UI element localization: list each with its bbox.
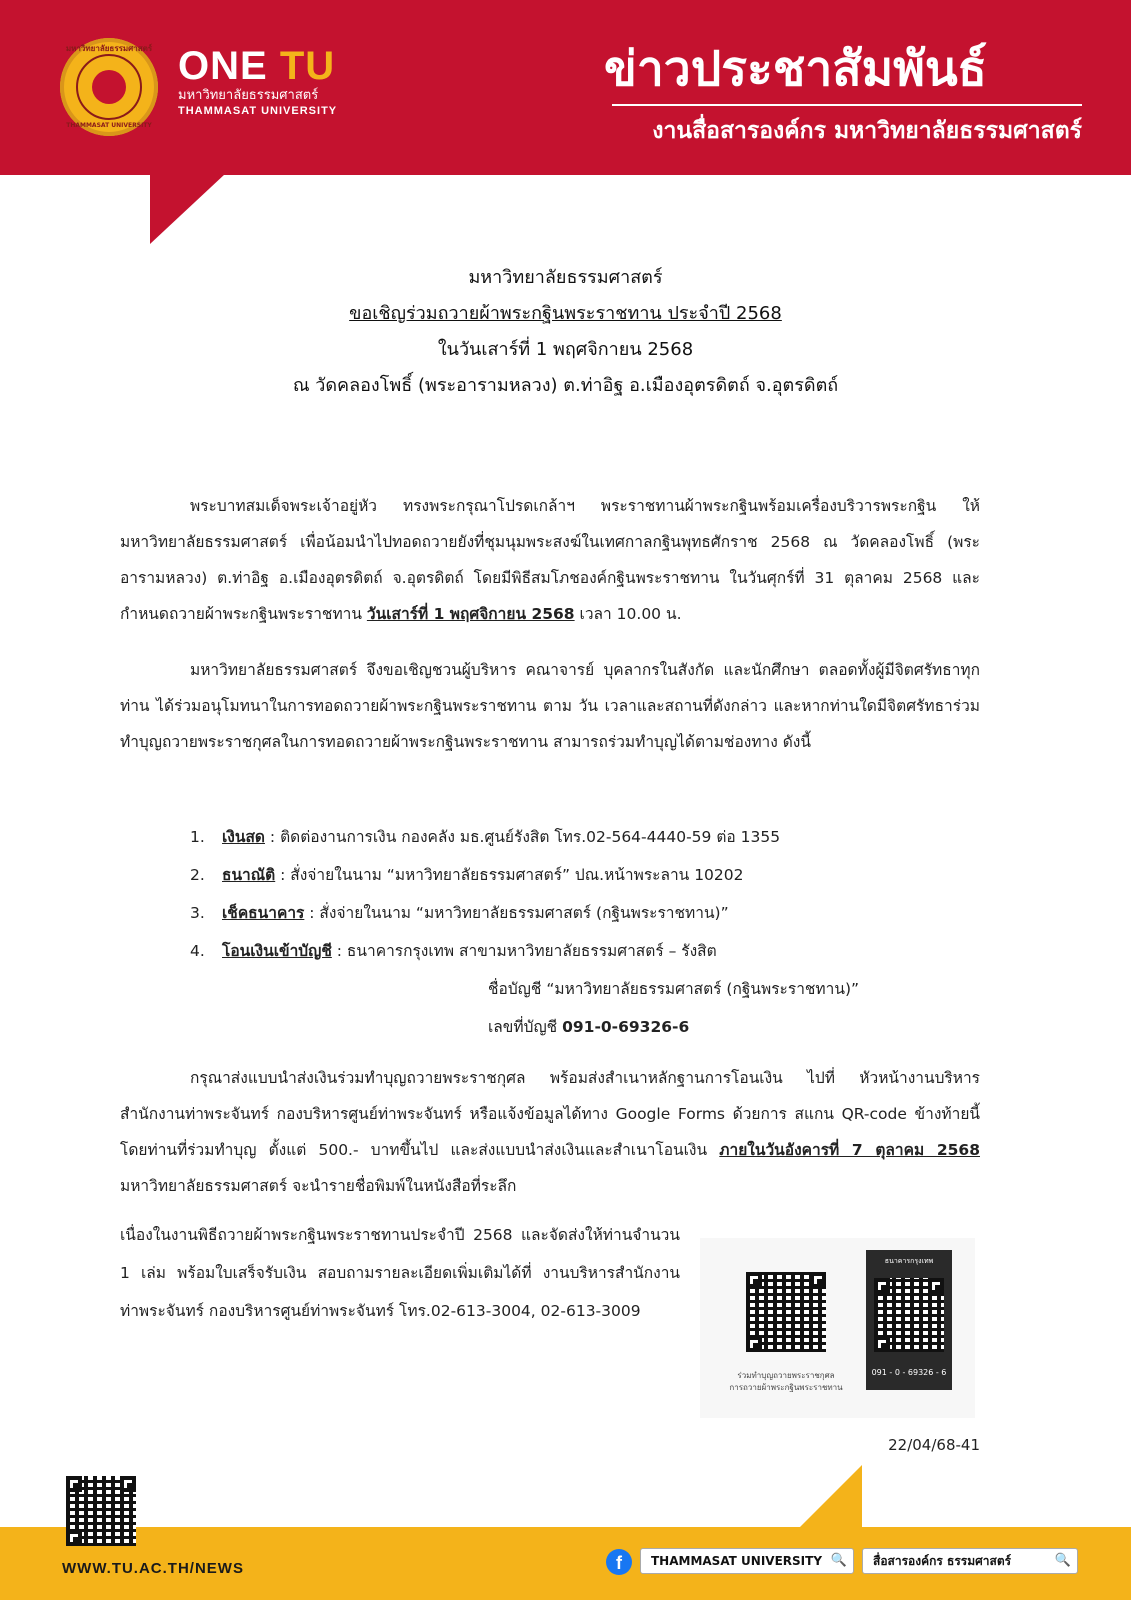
header-notch <box>150 174 225 244</box>
footer-accent <box>800 1465 862 1527</box>
university-seal-logo <box>60 38 158 136</box>
seal-ring <box>76 54 142 120</box>
facebook-search-thammasat[interactable]: THAMMASAT UNIVERSITY 🔍 <box>640 1548 854 1574</box>
seal-bottom-text: THAMMASAT UNIVERSITY <box>66 122 152 129</box>
brand-wordmark: ONE TU <box>178 44 336 88</box>
account-number-row: เลขที่บัญชี 091-0-69326-6 <box>488 1018 690 1036</box>
title-line-1: มหาวิทยาลัยธรรมศาสตร์ <box>468 267 663 288</box>
list-item: 4. โอนเงินเข้าบัญชี : ธนาคารกรุงเทพ สาขามหาวิทยาลัยธรรมศาสตร์ – รังสิต <box>190 942 717 960</box>
google-form-qr-code[interactable] <box>746 1272 826 1352</box>
bank-header: ธนาคารกรุงเทพ <box>884 1257 934 1265</box>
search-icon: 🔍 <box>1054 1553 1071 1568</box>
seal-top-text: มหาวิทยาลัยธรรมศาสตร์ <box>65 44 153 53</box>
paragraph-2: มหาวิทยาลัยธรรมศาสตร์ จึงขอเชิญชวนผู้บริหาร คณาจารย์ บุคลากรในสังกัด และนักศึกษา ตลอดทั้งผู้มีจิตศรัทธาทุกท่าน ได้ร่วมอนุโมทนาในการทอดถวายผ้าพระกฐินพระราชทาน ตาม วัน เวลาและสถานที่ดังกล่าว และหากท่านใดมีจิตศรัทธาร่วมทำบุญถวายพระราชกุศลในการทอดถวายผ้าพระกฐินพระราชทาน สามารถร่วมทำบุญได้ตามช่องทาง ดังนี้ <box>120 661 980 751</box>
list-item: 3. เช็คธนาคาร : สั่งจ่ายในนาม “มหาวิทยาลัยธรรมศาสตร์ (กฐินพระราชทาน)” <box>190 904 729 922</box>
bank-qr-card <box>866 1250 952 1390</box>
paragraph-4: เนื่องในงานพิธีถวายผ้าพระกฐินพระราชทานประจำปี 2568 และจัดส่งให้ท่านจำนวน 1 เล่ม พร้อมใบเสร็จรับเงิน สอบถามรายละเอียดเพิ่มเติมได้ที่ งานบริหารสำนักงานท่าพระจันทร์ กองบริหารศูนย์ท่าพระจันทร์ โทร.02-613-3004, 02-613-3009 <box>120 1226 680 1320</box>
bank-qr-code[interactable] <box>874 1278 944 1352</box>
title-line-3: ในวันเสาร์ที่ 1 พฤศจิกายน 2568 <box>437 339 694 360</box>
account-number: 091-0-69326-6 <box>562 1018 690 1036</box>
footer-qr-code[interactable] <box>66 1476 136 1546</box>
list-item: 1. เงินสด : ติดต่องานการเงิน กองคลัง มธ.ศูนย์รังสิต โทร.02-564-4440-59 ต่อ 1355 <box>190 828 781 846</box>
header-divider <box>612 104 1082 106</box>
brand-english-name: THAMMASAT UNIVERSITY <box>178 105 338 117</box>
facebook-search-corporate-comm[interactable]: สื่อสารองค์กร ธรรมศาสตร์ 🔍 <box>862 1548 1078 1574</box>
facebook-icon[interactable]: f <box>606 1549 632 1575</box>
header-subtitle: งานสื่อสารองค์กร มหาวิทยาลัยธรรมศาสตร์ <box>652 118 1082 144</box>
donation-channels-list <box>190 818 980 1046</box>
paragraph-1: พระบาทสมเด็จพระเจ้าอยู่หัว ทรงพระกรุณาโปรดเกล้าฯ พระราชทานผ้าพระกฐินพร้อมเครื่องบริวารพระกฐิน ให้มหาวิทยาลัยธรรมศาสตร์ เพื่อน้อมนำไปทอดถวายยังที่ชุมนุมพระสงฆ์ในเทศกาลกฐินพุทธศักราช 2568 ณ วัดคลองโพธิ์ (พระอารามหลวง) ต.ท่าอิฐ อ.เมืองอุตรดิตถ์ จ.อุตรดิตถ์ โดยมีพิธีสมโภชองค์กฐินพระราชทาน ในวันศุกร์ที่ 31 ตุลาคม 2568 และกำหนดถวายผ้าพระกฐินพระราชทาน วันเสาร์ที่ 1 พฤศจิกายน 2568 เวลา 10.00 น. <box>120 497 980 623</box>
title-line-2: ขอเชิญร่วมถวายผ้าพระกฐินพระราชทาน ประจำปี 2568 <box>349 303 782 324</box>
onetu-brand <box>178 44 337 118</box>
header-title: ข่าวประชาสัมพันธ์ <box>604 41 987 97</box>
qr-caption: ร่วมทำบุญถวายพระราชกุศล การถวายผ้าพระกฐินพระราชทาน <box>729 1371 843 1392</box>
announcement-title-block <box>0 260 1131 404</box>
brand-thai-name: มหาวิทยาลัยธรรมศาสตร์ <box>178 88 319 103</box>
search-icon: 🔍 <box>830 1553 847 1568</box>
seal-core <box>92 70 126 104</box>
document-number: 22/04/68-41 <box>888 1436 980 1454</box>
paragraph-3: กรุณาส่งแบบนำส่งเงินร่วมทำบุญถวายพระราชกุศล พร้อมส่งสำเนาหลักฐานการโอนเงิน ไปที่ หัวหน้างานบริหารสำนักงานท่าพระจันทร์ กองบริหารศูนย์ท่าพระจันทร์ หรือแจ้งข้อมูลได้ทาง Google Forms ด้วยการ สแกน QR-code ข้างท้ายนี้ โดยท่านที่ร่วมทำบุญ ตั้งแต่ 500.- บาทขึ้นไป และส่งแบบนำส่งเงินและสำเนาโอนเงิน ภายในวันอังคารที่ 7 ตุลาคม 2568 มหาวิทยาลัยธรรมศาสตร์ จะนำรายชื่อพิมพ์ในหนังสือที่ระลึก <box>120 1069 980 1195</box>
event-date-emphasis: วันเสาร์ที่ 1 พฤศจิกายน 2568 <box>366 605 575 623</box>
news-url-link[interactable]: WWW.TU.AC.TH/NEWS <box>62 1560 244 1577</box>
list-item: 2. ธนาณัติ : สั่งจ่ายในนาม “มหาวิทยาลัยธรรมศาสตร์” ปณ.หน้าพระลาน 10202 <box>190 866 744 884</box>
title-line-4: ณ วัดคลองโพธิ์ (พระอารามหลวง) ต.ท่าอิฐ อ.เมืองอุตรดิตถ์ จ.อุตรดิตถ์ <box>292 375 839 396</box>
bank-account-number: 091 - 0 - 69326 - 6 <box>871 1368 947 1377</box>
deadline-emphasis: ภายในวันอังคารที่ 7 ตุลาคม 2568 <box>719 1141 980 1159</box>
account-name: ชื่อบัญชี “มหาวิทยาลัยธรรมศาสตร์ (กฐินพระราชทาน)” <box>488 980 860 998</box>
